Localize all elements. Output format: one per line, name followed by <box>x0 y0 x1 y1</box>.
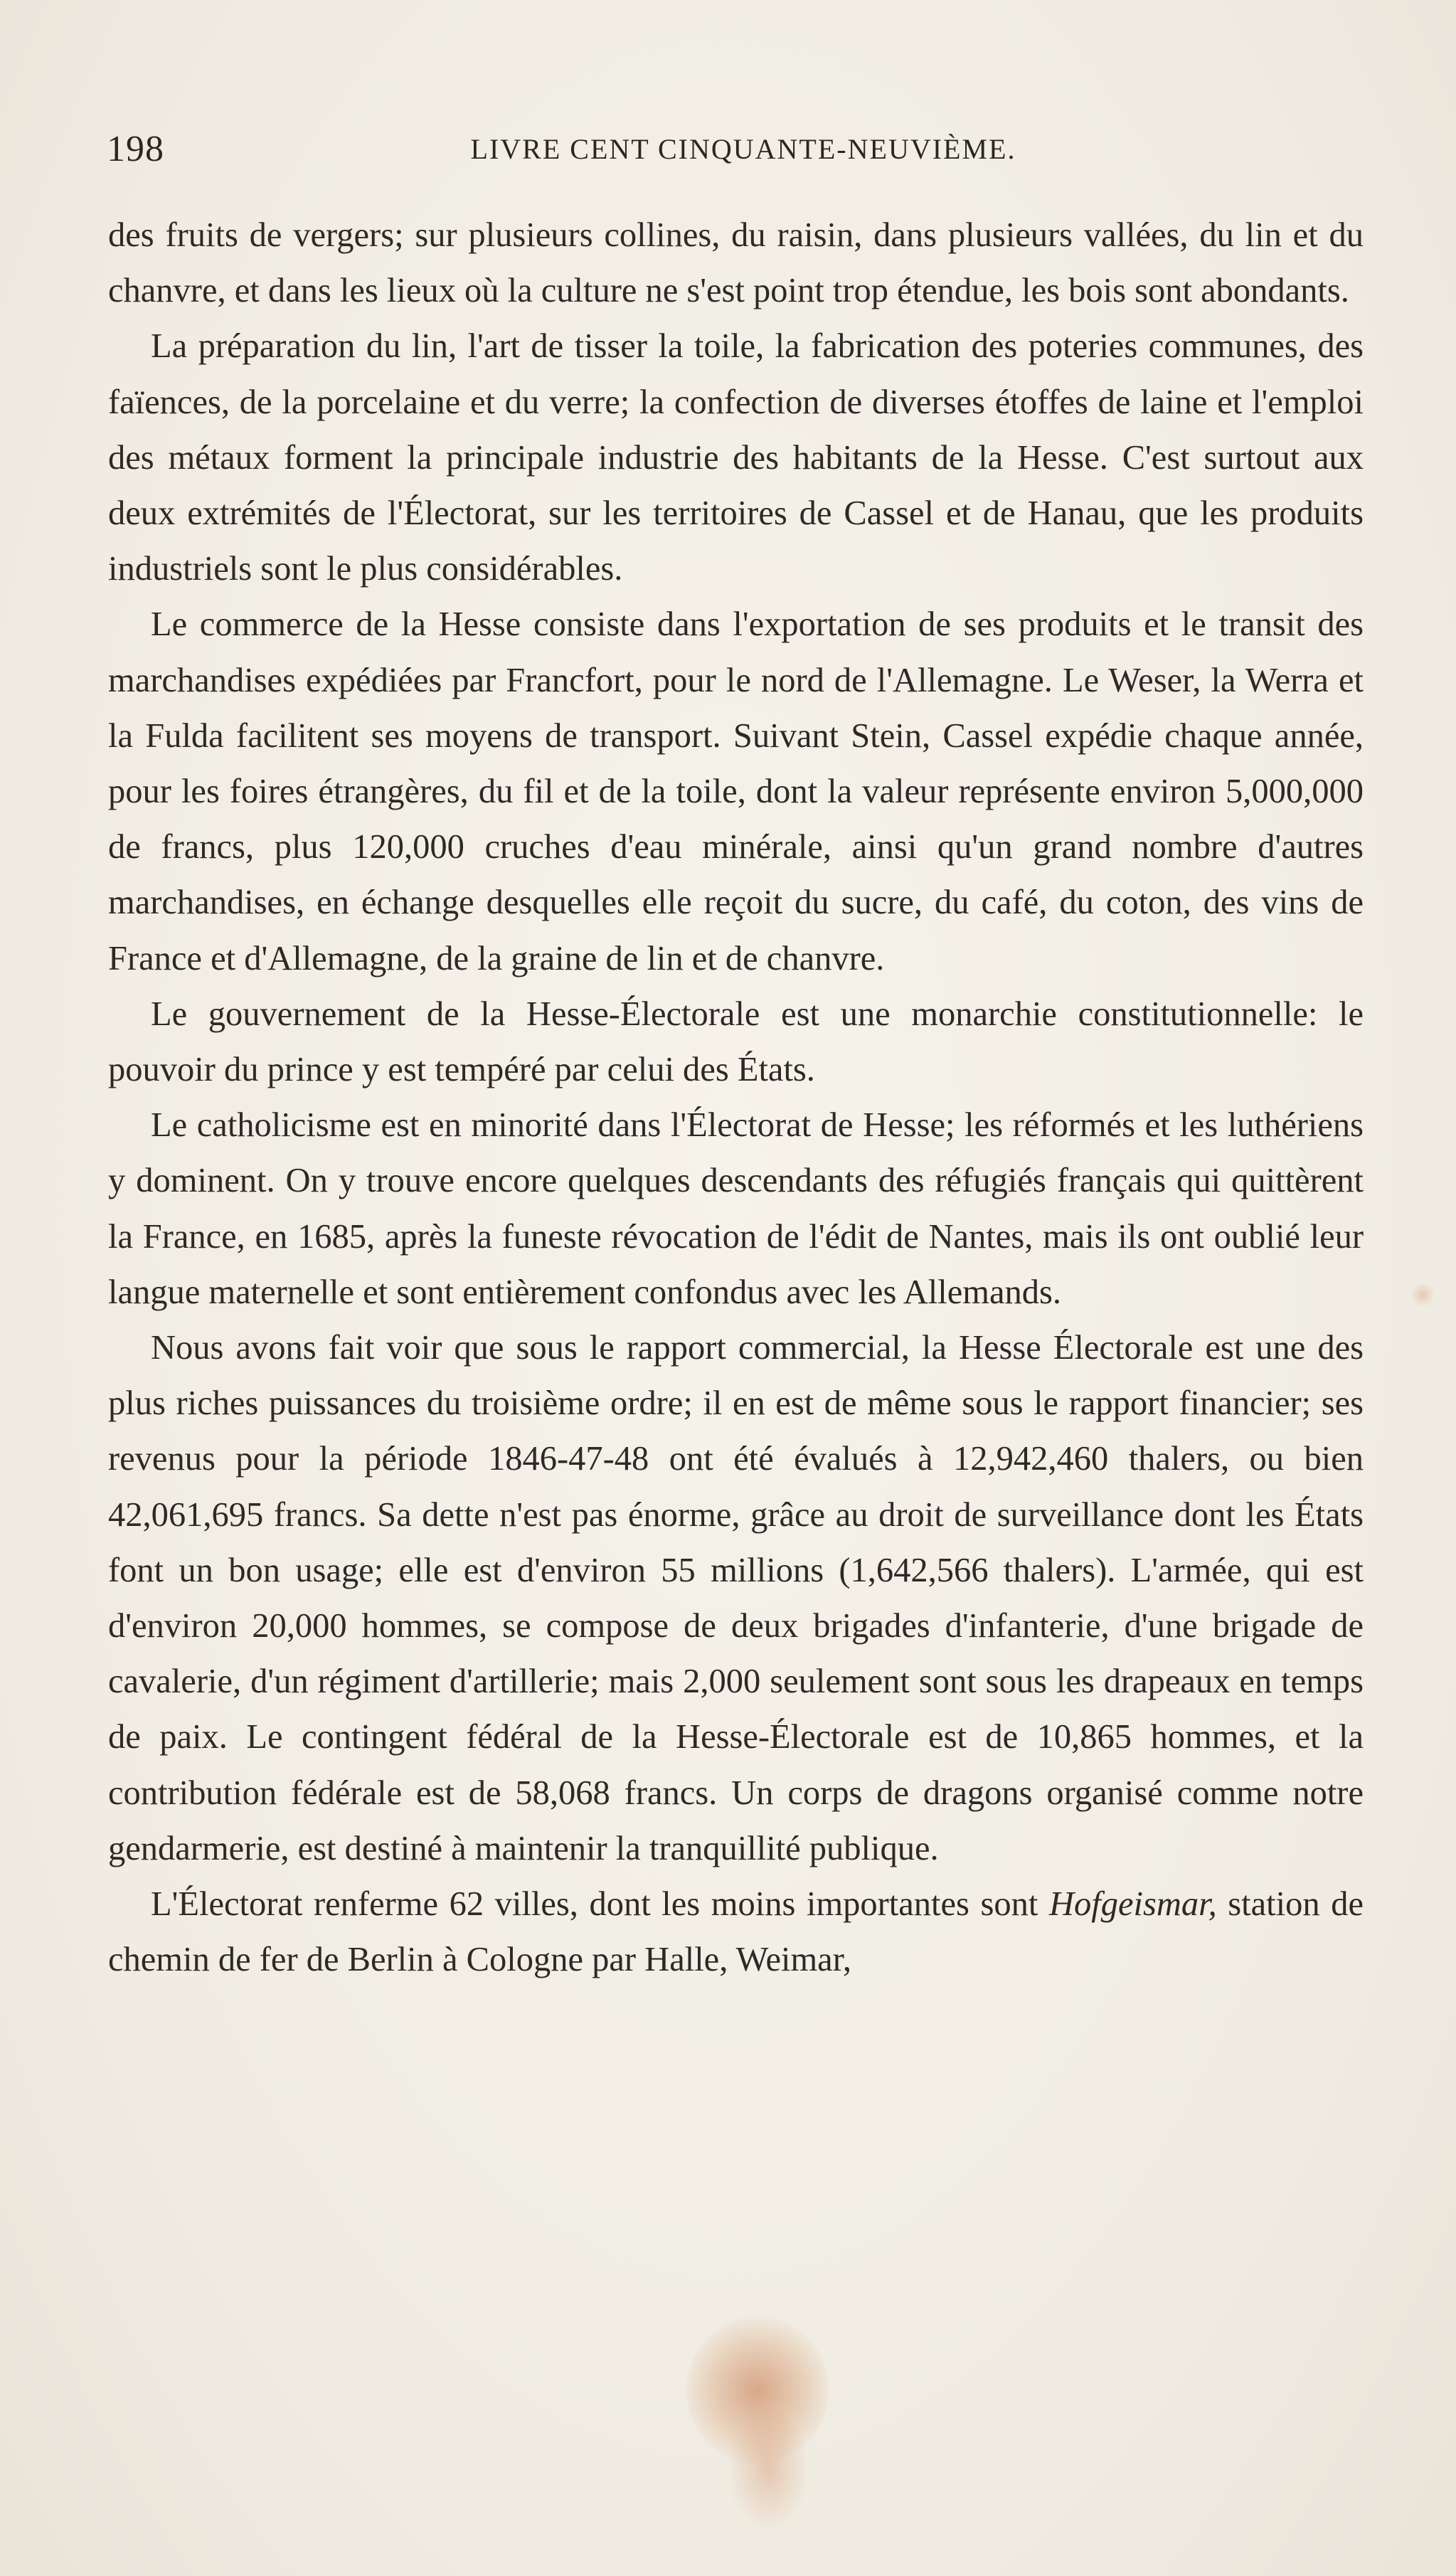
foxing-stain <box>686 2316 829 2465</box>
town-name-italic: Hofgeismar, <box>1048 1885 1217 1924</box>
paragraph-commerce: Le commerce de la Hesse consiste dans l'exportation de ses produits et le transit des marchandises expédiées par Francfort, pour le nord de l'Allemagne. Le Weser, la Werra et la Fulda facilitent ses moyens de transport. Suivant Stein, Cassel expédie chaque année, pour les foires étrangères, du fil et de la toile, dont la valeur représente environ 5,000,000 de francs, plus 120,000 cruches d'eau minérale, ainsi qu'un grand nombre d'autres marchandises, en échange desquelles elle reçoit du sucre, du café, du coton, des vins de France et d'Allemagne, de la graine de lin et de chanvre. <box>108 605 1364 977</box>
paragraph-religion: Le catholicisme est en minorité dans l'Électorat de Hesse; les réformés et les luthériens y dominent. On y trouve encore quelques descendants des réfugiés français qui quittèrent la France, en 1685, après la funeste révocation de l'édit de Nantes, mais ils ont oublié leur langue maternelle et sont entièrement confondus avec les Allemands. <box>108 1106 1364 1311</box>
body-text <box>108 208 1364 1988</box>
foxing-stain <box>726 2405 811 2533</box>
page-number: 198 <box>107 129 164 169</box>
paragraph-government: Le gouvernement de la Hesse-Électorale est une monarchie constitutionnelle: le pouvoir du prince y est tempéré par celui des États. <box>108 995 1364 1089</box>
paragraph-towns-end: station de chemin de fer de Berlin à Cologne par Halle, Weimar, <box>108 1885 1364 1979</box>
running-title: LIVRE CENT CINQUANTE-NEUVIÈME. <box>470 133 1016 165</box>
paragraph-industry: La préparation du lin, l'art de tisser la toile, la fabrication des poteries communes, des faïences, de la porcelaine et du verre; la confection de diverses étoffes de laine et l'emploi des métaux forment la principale industrie des habitants de la Hesse. C'est surtout aux deux extrémités de l'Électorat, sur les territoires de Cassel et de Hanau, que les produits industriels sont le plus considérables. <box>108 327 1364 588</box>
paragraph-towns-start: L'Électorat renferme 62 villes, dont les moins importantes sont <box>151 1885 1049 1924</box>
paragraph-finances: Nous avons fait voir que sous le rapport commercial, la Hesse Électorale est une des plus riches puissances du troisième ordre; il en est de même sous le rapport financier; ses revenus pour la période 1846-47-48 ont été évalués à 12,942,460 thalers, ou bien 42,061,695 francs. Sa dette n'est pas énorme, grâce au droit de surveillance dont les États font un bon usage; elle est d'environ 55 millions (1,642,566 thalers). L'armée, qui est d'environ 20,000 hommes, se compose de deux brigades d'infanterie, d'une brigade de cavalerie, d'un régiment d'artillerie; mais 2,000 seulement sont sous les drapeaux en temps de paix. Le contingent fédéral de la Hesse-Électorale est de 10,865 hommes, et la contribution fédérale est de 58,068 francs. Un corps de dragons organisé comme notre gendarmerie, est destiné à maintenir la tranquillité publique. <box>108 1329 1364 1867</box>
paragraph-towns <box>108 1877 1364 1988</box>
page-header <box>107 128 1380 178</box>
paragraph-continued: des fruits de vergers; sur plusieurs collines, du raisin, dans plusieurs vallées, du lin et du chanvre, et dans les lieux où la culture ne s'est point trop étendue, les bois sont abondants. <box>108 216 1364 310</box>
foxing-stain <box>1412 1281 1433 1309</box>
